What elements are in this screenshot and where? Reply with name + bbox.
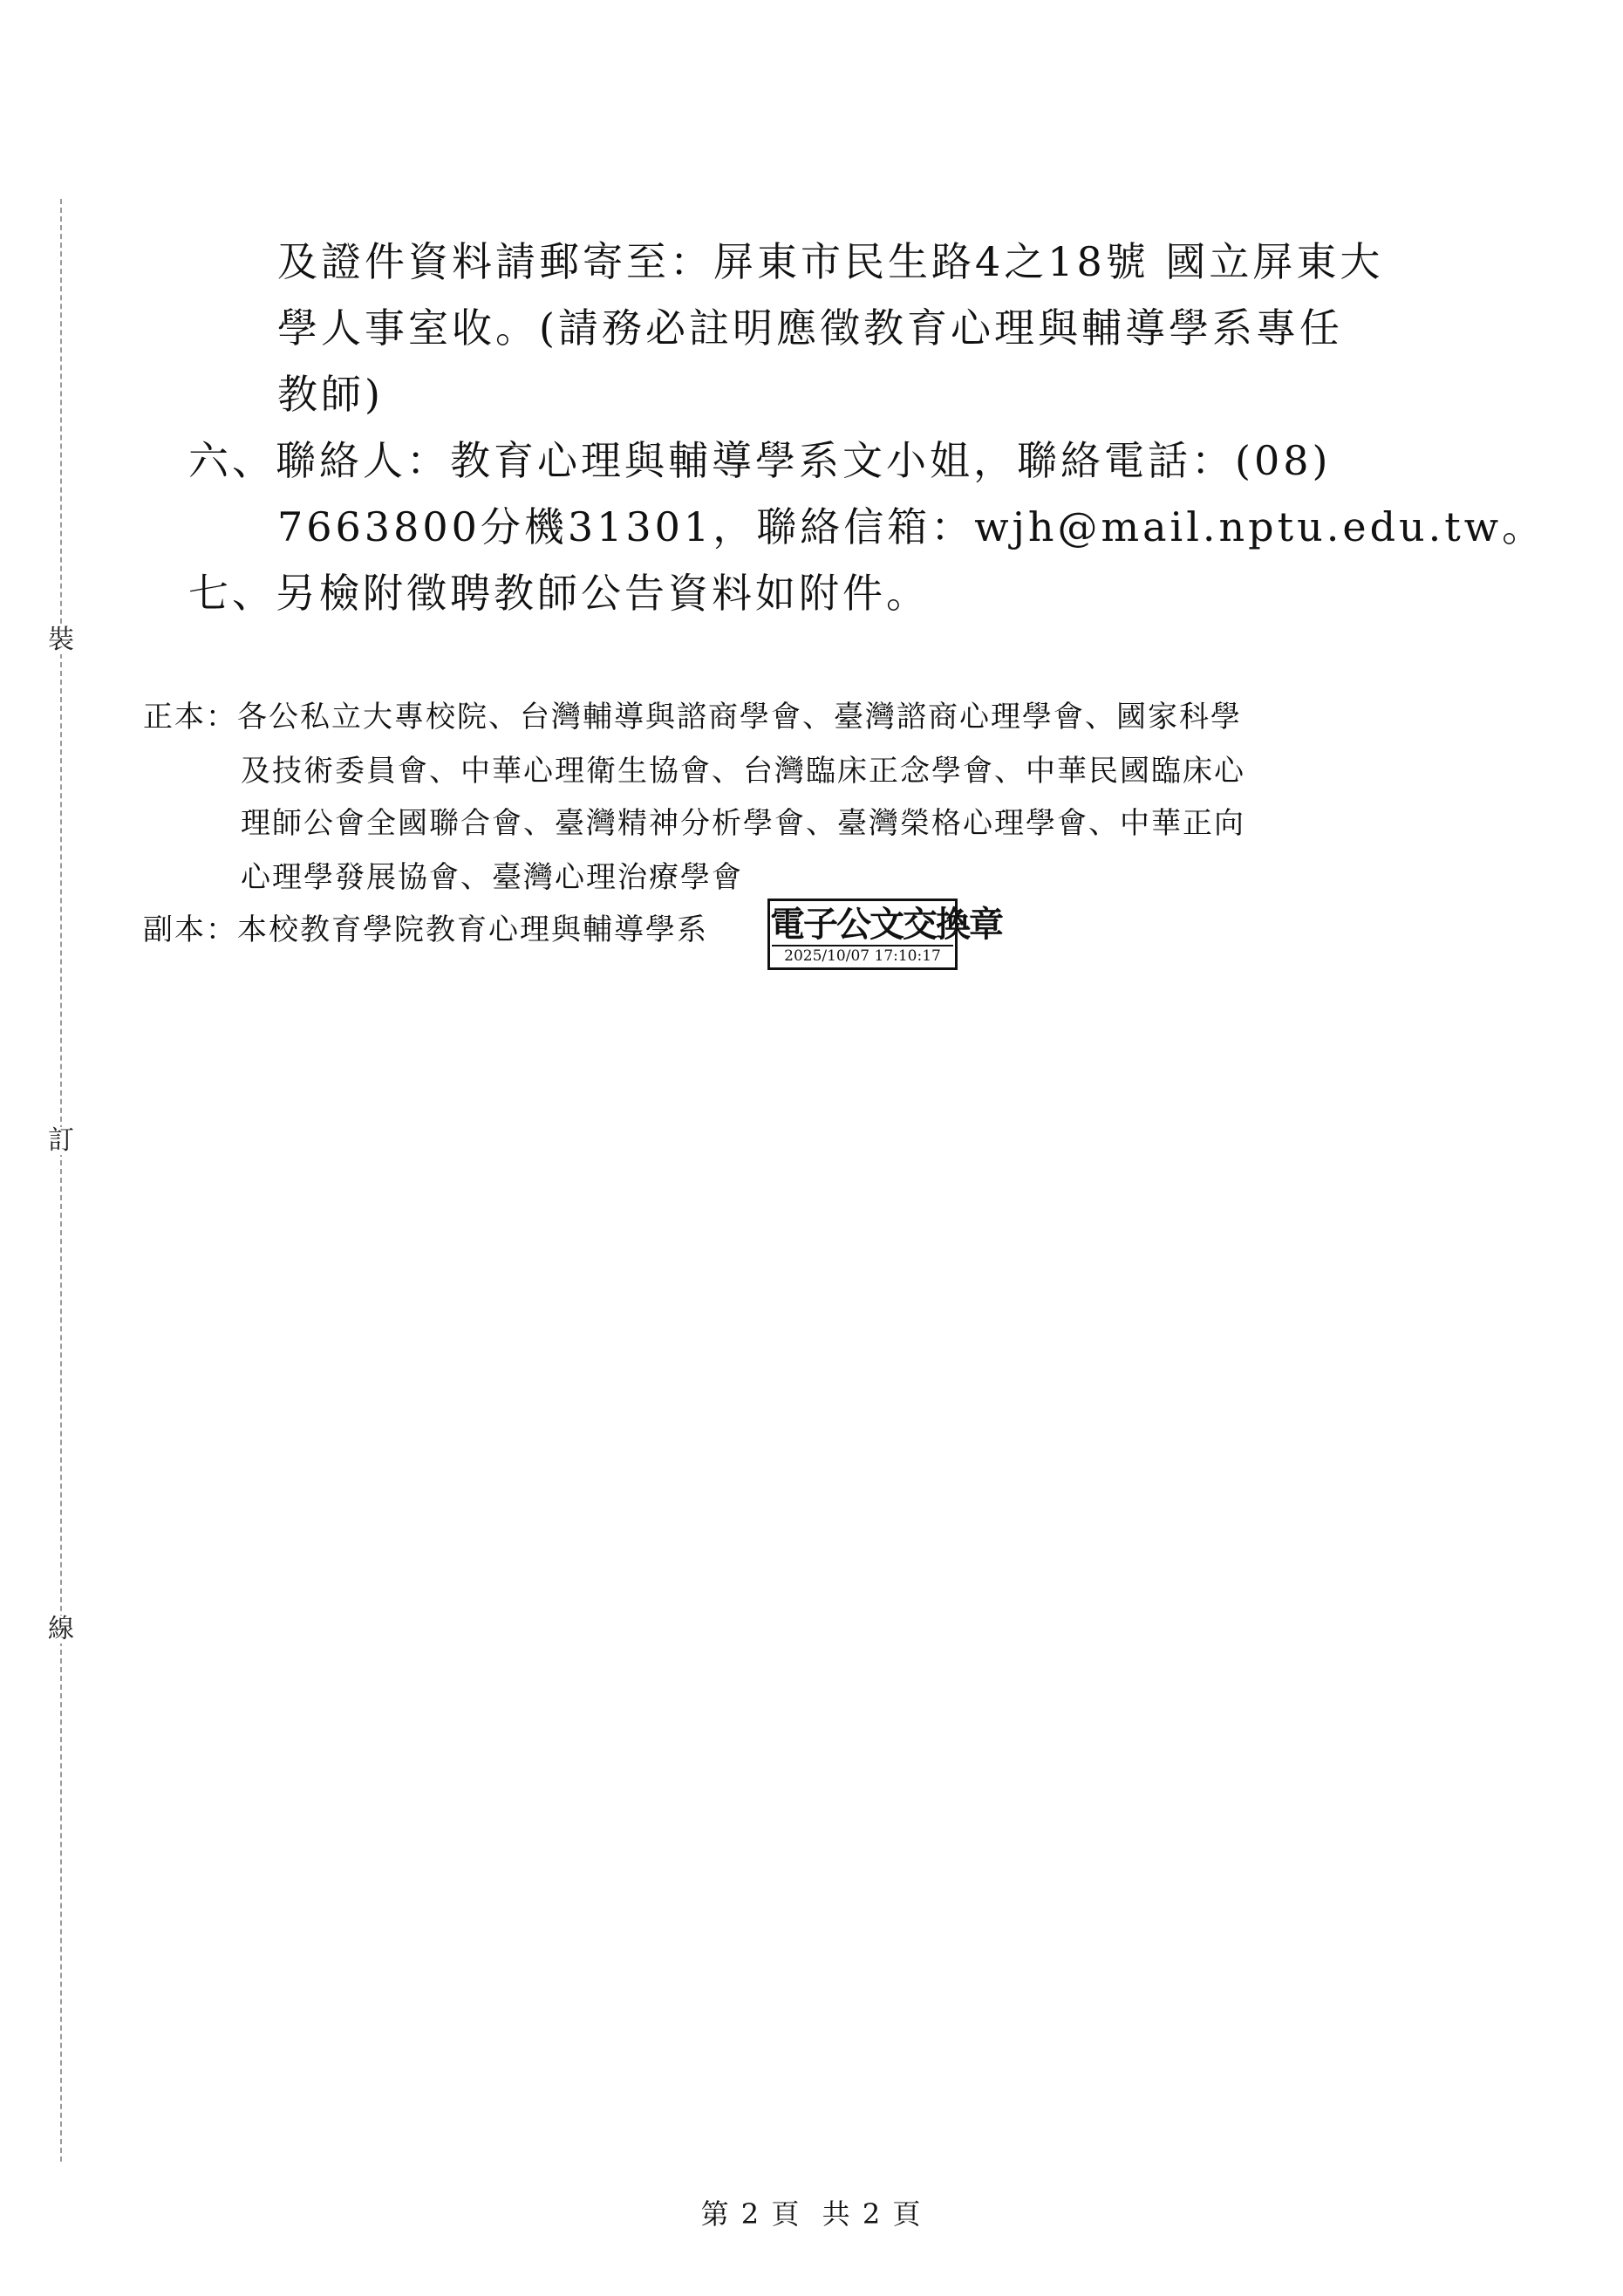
stamp-title: 電子公文交換章 — [770, 905, 1002, 945]
binding-dashed-line — [60, 199, 62, 2162]
original-recipients-line-4: 心理學發展協會、臺灣心理治療學會 — [241, 860, 743, 895]
page-number: 第 2 頁 共 2 頁 — [700, 2197, 923, 2231]
body-line-3: 教師) — [277, 371, 384, 418]
binding-char-zhuang: 裝 — [48, 625, 74, 655]
copy-recipients-line: 副本：本校教育學院教育心理與輔導學系 — [143, 912, 708, 947]
body-item-7-attachment: 七、另檢附徵聘教師公告資料如附件。 — [188, 570, 930, 617]
original-recipients-line-1: 正本：各公私立大專校院、台灣輔導與諮商學會、臺灣諮商心理學會、國家科學 — [143, 700, 1242, 735]
body-line-2: 學人事室收。(請務必註明應徵教育心理與輔導學系專任 — [277, 304, 1343, 352]
body-item-6-contact: 六、聯絡人：教育心理與輔導學系文小姐，聯絡電話：(08) — [188, 437, 1332, 484]
binding-char-ding: 訂 — [48, 1125, 74, 1156]
body-line-1: 及證件資料請郵寄至：屏東市民生路4之18號 國立屏東大 — [277, 238, 1384, 285]
body-line-contact-details: 7663800分機31301，聯絡信箱：wjh@mail.nptu.edu.tw。 — [277, 503, 1546, 550]
electronic-exchange-stamp — [767, 899, 1002, 970]
original-recipients-line-2: 及技術委員會、中華心理衛生協會、台灣臨床正念學會、中華民國臨床心 — [241, 754, 1245, 789]
stamp-datetime: 2025/10/07 17:10:17 — [772, 945, 953, 966]
original-recipients-line-3: 理師公會全國聯合會、臺灣精神分析學會、臺灣榮格心理學會、中華正向 — [241, 806, 1245, 841]
binding-char-xian: 線 — [48, 1614, 74, 1644]
